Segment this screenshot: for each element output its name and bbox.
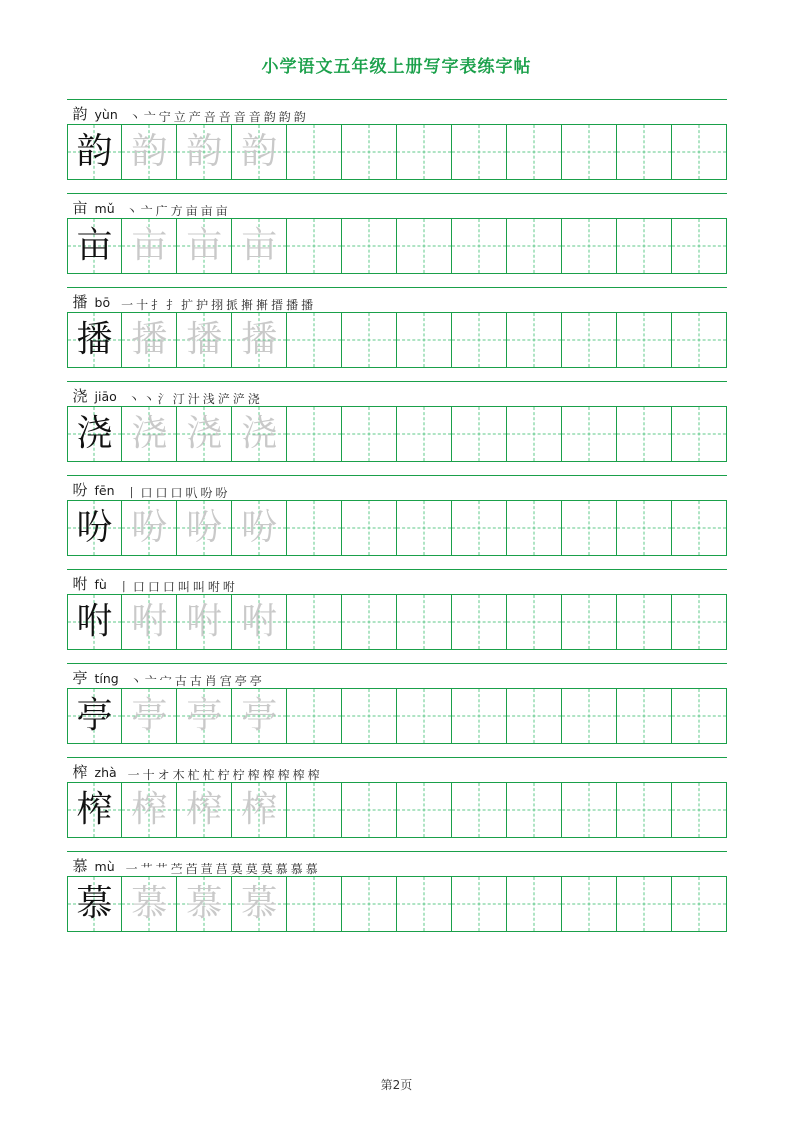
cell-character: 播 <box>76 319 113 360</box>
stroke-step: 亭 <box>234 675 247 687</box>
stroke-step: 音 <box>233 111 246 123</box>
grid-cell-model[interactable] <box>68 125 123 180</box>
grid-cell-blank[interactable] <box>342 219 397 274</box>
cell-character: 韵 <box>76 131 113 172</box>
writing-grid <box>67 594 727 650</box>
grid-cell-blank[interactable] <box>562 689 617 744</box>
grid-cell-blank[interactable] <box>507 595 562 650</box>
character-label: 咐 <box>72 575 88 593</box>
stroke-order-sequence <box>128 111 307 124</box>
practice-row <box>67 475 727 556</box>
grid-cell-blank[interactable] <box>672 595 727 650</box>
cell-character: 榨 <box>186 789 223 830</box>
grid-cell-blank[interactable] <box>562 783 617 838</box>
cell-character: 亭 <box>241 695 278 736</box>
grid-cell-trace[interactable] <box>122 501 177 556</box>
row-header <box>67 851 727 876</box>
grid-cell-trace[interactable] <box>232 407 287 462</box>
grid-cell-blank[interactable] <box>397 783 452 838</box>
stroke-step: 柠 <box>217 769 230 781</box>
stroke-step: 扩 <box>181 299 194 311</box>
grid-cell-blank[interactable] <box>287 689 342 744</box>
grid-cell-trace[interactable] <box>122 219 177 274</box>
row-header <box>67 663 727 688</box>
practice-row <box>67 381 727 462</box>
grid-cell-blank[interactable] <box>507 125 562 180</box>
grid-cell-blank[interactable] <box>397 689 452 744</box>
pinyin-label: bō <box>94 294 111 310</box>
stroke-step: 宀 <box>159 675 172 687</box>
grid-cell-blank[interactable] <box>672 877 727 932</box>
stroke-step: 丶 <box>142 393 155 405</box>
grid-cell-blank[interactable] <box>562 877 617 932</box>
character-label: 浇 <box>72 387 88 405</box>
stroke-step: 搟 <box>256 299 269 311</box>
grid-cell-blank[interactable] <box>672 219 727 274</box>
stroke-step: 产 <box>188 111 201 123</box>
grid-cell-blank[interactable] <box>617 313 672 368</box>
stroke-step: 口 <box>170 487 183 499</box>
grid-cell-blank[interactable] <box>287 877 342 932</box>
pinyin-label: fù <box>94 576 107 592</box>
practice-row <box>67 193 727 274</box>
stroke-step: 口 <box>140 487 153 499</box>
stroke-step: 艹 <box>140 863 153 875</box>
grid-cell-blank[interactable] <box>287 501 342 556</box>
cell-character: 咐 <box>241 601 278 642</box>
writing-grid <box>67 312 727 368</box>
row-header <box>67 381 727 406</box>
grid-cell-blank[interactable] <box>397 125 452 180</box>
grid-cell-blank[interactable] <box>617 689 672 744</box>
grid-cell-blank[interactable] <box>617 219 672 274</box>
pinyin-label: zhà <box>94 764 117 780</box>
stroke-step: 榨 <box>277 769 290 781</box>
grid-cell-blank[interactable] <box>672 501 727 556</box>
cell-character: 亭 <box>131 695 168 736</box>
cell-character: 吩 <box>76 507 113 548</box>
cell-character: 榨 <box>241 789 278 830</box>
row-header <box>67 757 727 782</box>
stroke-step: 亠 <box>140 205 153 217</box>
grid-cell-blank[interactable] <box>397 877 452 932</box>
practice-row <box>67 851 727 932</box>
grid-cell-blank[interactable] <box>452 595 507 650</box>
writing-grid <box>67 876 727 932</box>
grid-cell-blank[interactable] <box>342 877 397 932</box>
writing-grid <box>67 688 727 744</box>
stroke-step: 浐 <box>232 393 245 405</box>
grid-cell-model[interactable] <box>68 501 123 556</box>
stroke-step: 莫 <box>260 863 273 875</box>
stroke-order-sequence <box>125 863 319 876</box>
row-header <box>67 287 727 312</box>
stroke-step: 广 <box>155 205 168 217</box>
stroke-step: 汁 <box>187 393 200 405</box>
grid-cell-model[interactable] <box>68 407 123 462</box>
stroke-step: 柠 <box>232 769 245 781</box>
grid-cell-trace[interactable] <box>232 501 287 556</box>
grid-cell-trace[interactable] <box>232 219 287 274</box>
pinyin-label: mǔ <box>94 200 115 216</box>
practice-row <box>67 287 727 368</box>
grid-cell-blank[interactable] <box>287 407 342 462</box>
cell-character: 韵 <box>241 131 278 172</box>
grid-cell-blank[interactable] <box>562 219 617 274</box>
grid-cell-blank[interactable] <box>287 595 342 650</box>
stroke-step: 肖 <box>204 675 217 687</box>
stroke-step: 浐 <box>217 393 230 405</box>
stroke-step: 杧 <box>187 769 200 781</box>
grid-cell-blank[interactable] <box>452 219 507 274</box>
stroke-step: 亭 <box>249 675 262 687</box>
character-label: 播 <box>72 293 88 311</box>
stroke-step: 一 <box>125 863 138 875</box>
cell-character: 慕 <box>186 883 223 924</box>
grid-cell-blank[interactable] <box>672 407 727 462</box>
grid-cell-blank[interactable] <box>617 501 672 556</box>
row-header <box>67 99 727 124</box>
row-header <box>67 475 727 500</box>
practice-sheet <box>67 77 727 932</box>
character-label: 慕 <box>72 857 88 875</box>
stroke-order-sequence <box>125 487 229 500</box>
stroke-step: 搢 <box>271 299 284 311</box>
page-number: 第2页 <box>380 1078 413 1092</box>
stroke-step: 亠 <box>144 675 157 687</box>
grid-cell-blank[interactable] <box>287 125 342 180</box>
grid-cell-blank[interactable] <box>617 783 672 838</box>
practice-row <box>67 663 727 744</box>
stroke-step: 亩 <box>185 205 198 217</box>
stroke-order-sequence <box>125 205 229 218</box>
grid-cell-blank[interactable] <box>507 219 562 274</box>
stroke-step: 宁 <box>158 111 171 123</box>
stroke-step: 搟 <box>241 299 254 311</box>
grid-cell-trace[interactable] <box>232 595 287 650</box>
stroke-step: 荁 <box>200 863 213 875</box>
stroke-step: 咐 <box>207 581 220 593</box>
grid-cell-model[interactable] <box>68 877 123 932</box>
grid-cell-blank[interactable] <box>452 125 507 180</box>
cell-character: 亭 <box>76 695 113 736</box>
grid-cell-trace[interactable] <box>177 407 232 462</box>
writing-grid <box>67 218 727 274</box>
grid-cell-trace[interactable] <box>122 689 177 744</box>
grid-cell-model[interactable] <box>68 783 123 838</box>
grid-cell-blank[interactable] <box>397 407 452 462</box>
grid-cell-blank[interactable] <box>342 501 397 556</box>
row-header <box>67 569 727 594</box>
stroke-step: 咐 <box>222 581 235 593</box>
grid-cell-blank[interactable] <box>617 125 672 180</box>
grid-cell-blank[interactable] <box>452 407 507 462</box>
cell-character: 吩 <box>131 507 168 548</box>
grid-cell-blank[interactable] <box>507 689 562 744</box>
cell-character: 浇 <box>241 413 278 454</box>
grid-cell-blank[interactable] <box>507 407 562 462</box>
grid-cell-trace[interactable] <box>232 313 287 368</box>
grid-cell-blank[interactable] <box>397 313 452 368</box>
stroke-step: 丶 <box>129 675 142 687</box>
row-header <box>67 193 727 218</box>
grid-cell-blank[interactable] <box>342 125 397 180</box>
cell-character: 吩 <box>186 507 223 548</box>
stroke-step: 方 <box>170 205 183 217</box>
grid-cell-blank[interactable] <box>397 595 452 650</box>
grid-cell-trace[interactable] <box>177 595 232 650</box>
stroke-step: 播 <box>301 299 314 311</box>
stroke-step: 护 <box>196 299 209 311</box>
grid-cell-model[interactable] <box>68 689 123 744</box>
stroke-step: 艹 <box>155 863 168 875</box>
stroke-step: 亩 <box>215 205 228 217</box>
stroke-step: 亠 <box>143 111 156 123</box>
stroke-step: 苩 <box>185 863 198 875</box>
grid-cell-trace[interactable] <box>177 219 232 274</box>
stroke-step: 一 <box>127 769 140 781</box>
stroke-step: 挧 <box>211 299 224 311</box>
grid-cell-trace[interactable] <box>122 877 177 932</box>
grid-cell-blank[interactable] <box>287 219 342 274</box>
cell-character: 榨 <box>131 789 168 830</box>
stroke-step: 丶 <box>125 205 138 217</box>
grid-cell-blank[interactable] <box>672 783 727 838</box>
stroke-step: 慕 <box>305 863 318 875</box>
cell-character: 浇 <box>76 413 113 454</box>
grid-cell-trace[interactable] <box>177 125 232 180</box>
practice-row <box>67 99 727 180</box>
stroke-order-sequence <box>117 581 236 594</box>
writing-grid <box>67 782 727 838</box>
stroke-step: 扌 <box>166 299 179 311</box>
stroke-step: 榨 <box>307 769 320 781</box>
grid-cell-blank[interactable] <box>562 595 617 650</box>
writing-grid <box>67 500 727 556</box>
cell-character: 亭 <box>186 695 223 736</box>
stroke-step: 扌 <box>151 299 164 311</box>
grid-cell-trace[interactable] <box>122 783 177 838</box>
stroke-step: 丶 <box>128 111 141 123</box>
grid-cell-blank[interactable] <box>562 125 617 180</box>
cell-character: 慕 <box>131 883 168 924</box>
stroke-step: 韵 <box>263 111 276 123</box>
stroke-order-sequence <box>129 675 263 688</box>
cell-character: 浇 <box>186 413 223 454</box>
grid-cell-blank[interactable] <box>562 501 617 556</box>
stroke-step: 莒 <box>215 863 228 875</box>
practice-row <box>67 757 727 838</box>
grid-cell-trace[interactable] <box>177 783 232 838</box>
pinyin-label: jiāo <box>94 388 117 404</box>
grid-cell-trace[interactable] <box>232 125 287 180</box>
cell-character: 亩 <box>186 225 223 266</box>
grid-cell-trace[interactable] <box>177 877 232 932</box>
grid-cell-blank[interactable] <box>672 125 727 180</box>
stroke-step: 口 <box>155 487 168 499</box>
stroke-order-sequence <box>127 769 321 782</box>
stroke-step: 口 <box>132 581 145 593</box>
grid-cell-trace[interactable] <box>122 407 177 462</box>
grid-cell-blank[interactable] <box>562 313 617 368</box>
stroke-step: 咅 <box>218 111 231 123</box>
grid-cell-blank[interactable] <box>452 689 507 744</box>
grid-cell-trace[interactable] <box>122 125 177 180</box>
grid-cell-blank[interactable] <box>507 501 562 556</box>
grid-cell-blank[interactable] <box>507 783 562 838</box>
grid-cell-blank[interactable] <box>562 407 617 462</box>
stroke-step: 杧 <box>202 769 215 781</box>
cell-character: 韵 <box>186 131 223 172</box>
stroke-step: 韵 <box>278 111 291 123</box>
character-label: 亭 <box>72 669 88 687</box>
pinyin-label: tíng <box>94 670 119 686</box>
grid-cell-blank[interactable] <box>342 407 397 462</box>
stroke-step: 丶 <box>127 393 140 405</box>
stroke-step: 挀 <box>226 299 239 311</box>
cell-character: 榨 <box>76 789 113 830</box>
stroke-step: 播 <box>286 299 299 311</box>
grid-cell-blank[interactable] <box>617 877 672 932</box>
stroke-step: 亩 <box>200 205 213 217</box>
character-label: 榨 <box>72 763 88 781</box>
grid-cell-blank[interactable] <box>452 877 507 932</box>
cell-character: 亩 <box>76 225 113 266</box>
stroke-step: 丨 <box>117 581 130 593</box>
writing-grid <box>67 124 727 180</box>
cell-character: 吩 <box>241 507 278 548</box>
grid-cell-trace[interactable] <box>177 501 232 556</box>
cell-character: 播 <box>241 319 278 360</box>
stroke-step: 古 <box>189 675 202 687</box>
grid-cell-blank[interactable] <box>287 783 342 838</box>
stroke-step: 口 <box>162 581 175 593</box>
pinyin-label: mù <box>94 858 115 874</box>
stroke-step: 音 <box>248 111 261 123</box>
stroke-step: 慕 <box>275 863 288 875</box>
grid-cell-blank[interactable] <box>452 783 507 838</box>
stroke-step: 吩 <box>215 487 228 499</box>
page-title: 小学语文五年级上册写字表练字帖 <box>261 57 532 77</box>
stroke-step: 氵 <box>157 393 170 405</box>
grid-cell-trace[interactable] <box>232 877 287 932</box>
stroke-step: 木 <box>172 769 185 781</box>
grid-cell-model[interactable] <box>68 219 123 274</box>
grid-cell-model[interactable] <box>68 595 123 650</box>
cell-character: 亩 <box>241 225 278 266</box>
writing-grid <box>67 406 727 462</box>
character-label: 韵 <box>72 105 88 123</box>
pinyin-label: fēn <box>94 482 115 498</box>
stroke-step: 慕 <box>290 863 303 875</box>
cell-character: 慕 <box>76 883 113 924</box>
grid-cell-blank[interactable] <box>342 595 397 650</box>
grid-cell-trace[interactable] <box>232 783 287 838</box>
stroke-step: 浅 <box>202 393 215 405</box>
stroke-step: 丨 <box>125 487 138 499</box>
grid-cell-blank[interactable] <box>287 313 342 368</box>
cell-character: 播 <box>131 319 168 360</box>
grid-cell-blank[interactable] <box>617 407 672 462</box>
grid-cell-blank[interactable] <box>507 313 562 368</box>
grid-cell-trace[interactable] <box>177 689 232 744</box>
grid-cell-trace[interactable] <box>122 313 177 368</box>
grid-cell-blank[interactable] <box>452 501 507 556</box>
stroke-step: 浇 <box>247 393 260 405</box>
cell-character: 咐 <box>76 601 113 642</box>
grid-cell-blank[interactable] <box>672 313 727 368</box>
grid-cell-blank[interactable] <box>672 689 727 744</box>
stroke-step: 一 <box>121 299 134 311</box>
stroke-step: 咅 <box>203 111 216 123</box>
character-label: 亩 <box>72 199 88 217</box>
stroke-order-sequence <box>127 393 261 406</box>
stroke-step: 吩 <box>200 487 213 499</box>
grid-cell-blank[interactable] <box>342 313 397 368</box>
grid-cell-blank[interactable] <box>342 689 397 744</box>
cell-character: 浇 <box>131 413 168 454</box>
grid-cell-blank[interactable] <box>507 877 562 932</box>
cell-character: 播 <box>186 319 223 360</box>
stroke-step: 榨 <box>262 769 275 781</box>
stroke-step: 古 <box>174 675 187 687</box>
cell-character: 亩 <box>131 225 168 266</box>
stroke-step: 十 <box>142 769 155 781</box>
stroke-step: 韵 <box>293 111 306 123</box>
grid-cell-blank[interactable] <box>342 783 397 838</box>
cell-character: 韵 <box>131 131 168 172</box>
stroke-step: 莫 <box>230 863 243 875</box>
cell-character: 咐 <box>186 601 223 642</box>
grid-cell-trace[interactable] <box>177 313 232 368</box>
grid-cell-blank[interactable] <box>397 501 452 556</box>
stroke-step: 叭 <box>185 487 198 499</box>
character-label: 吩 <box>72 481 88 499</box>
stroke-step: 榨 <box>292 769 305 781</box>
stroke-step: 十 <box>136 299 149 311</box>
grid-cell-model[interactable] <box>68 313 123 368</box>
grid-cell-blank[interactable] <box>617 595 672 650</box>
stroke-step: 叫 <box>192 581 205 593</box>
grid-cell-trace[interactable] <box>232 689 287 744</box>
cell-character: 慕 <box>241 883 278 924</box>
stroke-step: 榨 <box>247 769 260 781</box>
stroke-step: 莫 <box>245 863 258 875</box>
stroke-step: 口 <box>147 581 160 593</box>
stroke-step: 宫 <box>219 675 232 687</box>
stroke-step: 立 <box>173 111 186 123</box>
practice-row <box>67 569 727 650</box>
stroke-step: オ <box>157 769 170 781</box>
stroke-step: 叫 <box>177 581 190 593</box>
stroke-order-sequence <box>120 299 314 312</box>
stroke-step: 汀 <box>172 393 185 405</box>
cell-character: 咐 <box>131 601 168 642</box>
pinyin-label: yùn <box>94 106 118 122</box>
grid-cell-trace[interactable] <box>122 595 177 650</box>
stroke-step: 苎 <box>170 863 183 875</box>
grid-cell-blank[interactable] <box>397 219 452 274</box>
grid-cell-blank[interactable] <box>452 313 507 368</box>
